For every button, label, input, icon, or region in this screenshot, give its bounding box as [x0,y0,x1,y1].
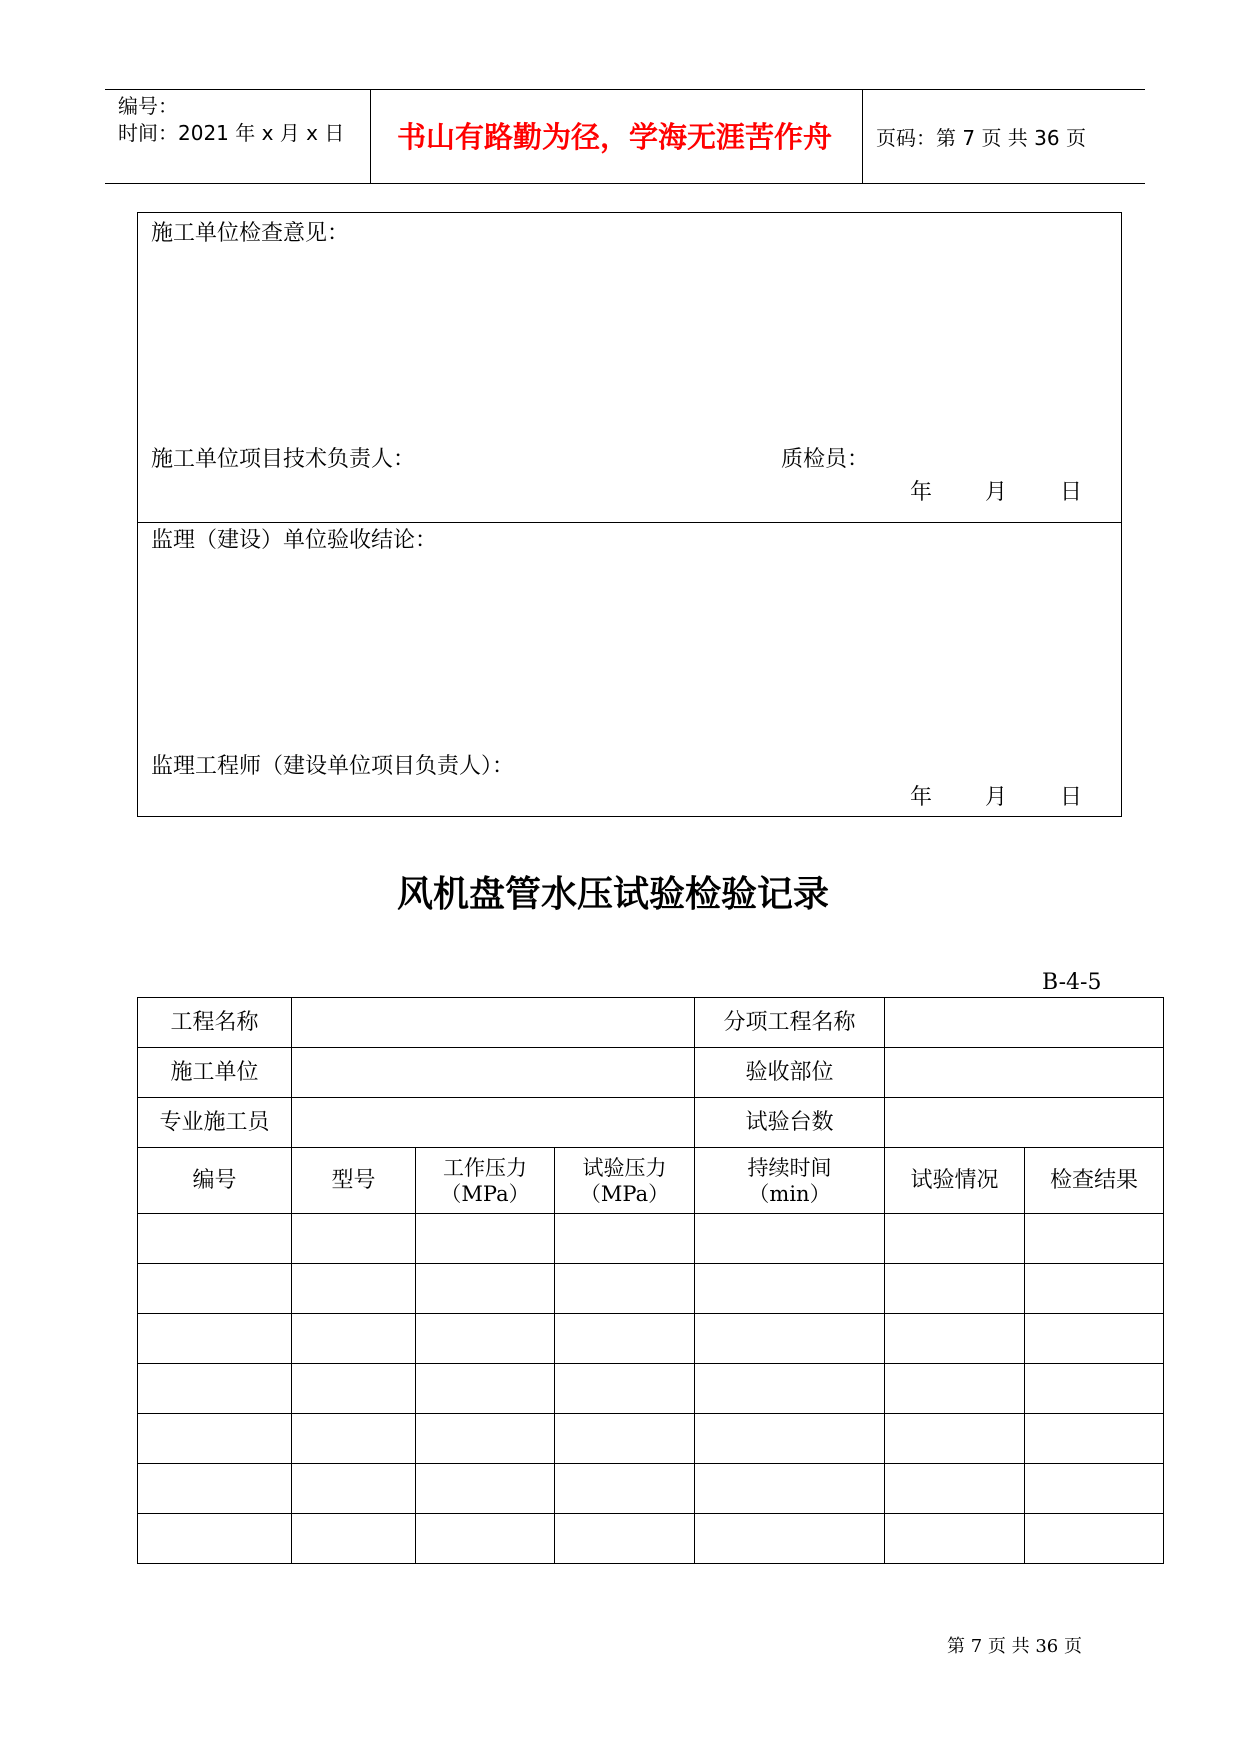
header-page-code: 页码：第 7 页 共 36 页 [876,126,1086,150]
date-day: 日 [1060,480,1083,505]
table-cell[interactable] [138,1314,292,1364]
col-header-text: 工作压力 [443,1155,527,1180]
table-cell[interactable] [292,1264,416,1314]
subproject-name-value[interactable] [885,998,1164,1048]
column-header-row [138,1148,1164,1214]
table-cell[interactable] [885,1464,1025,1514]
table-cell[interactable] [292,1364,416,1414]
table-cell[interactable] [292,1214,416,1264]
table-cell[interactable] [1025,1214,1164,1264]
date-month: 月 [985,785,1008,810]
contractor-value[interactable] [292,1048,695,1098]
test-units-value[interactable] [885,1098,1164,1148]
table-cell[interactable] [1025,1414,1164,1464]
supervisor-conclusion-section [137,522,1122,817]
table-cell[interactable] [555,1464,695,1514]
table-cell[interactable] [416,1214,555,1264]
table-cell[interactable] [885,1414,1025,1464]
table-row [138,1414,1164,1464]
header-divider-right [862,90,863,183]
table-row [138,1214,1164,1264]
page-footer: 第 7 页 共 36 页 [947,1636,1082,1657]
table-cell[interactable] [695,1364,885,1414]
col-header-text: 检查结果 [1049,1167,1138,1193]
table-cell[interactable] [555,1214,695,1264]
table-cell[interactable] [695,1214,885,1264]
col-header [292,1148,416,1214]
project-name-value[interactable] [292,998,695,1048]
table-cell[interactable] [1025,1314,1164,1364]
table-cell[interactable] [555,1264,695,1314]
acceptance-location-value[interactable] [885,1048,1164,1098]
info-row [138,1098,1164,1148]
contractor-label: 施工单位 [138,1048,292,1098]
date-month: 月 [985,480,1008,505]
table-cell[interactable] [885,1214,1025,1264]
table-cell[interactable] [555,1314,695,1364]
table-cell[interactable] [1025,1364,1164,1414]
table-row [138,1464,1164,1514]
table-cell[interactable] [292,1514,416,1564]
table-cell[interactable] [138,1464,292,1514]
table-cell[interactable] [1025,1464,1164,1514]
table-cell[interactable] [138,1214,292,1264]
contractor-opinion-section [137,212,1122,523]
subproject-name-label: 分项工程名称 [695,998,885,1048]
record-table [137,997,1164,1564]
col-header-text: 持续时间 [747,1155,832,1180]
header-top-rule [105,89,1145,90]
col-header-unit: （min） [748,1181,831,1206]
project-name-label: 工程名称 [138,998,292,1048]
form-code: B-4-5 [1042,970,1102,995]
col-header-unit: （MPa） [579,1181,670,1206]
table-cell[interactable] [695,1464,885,1514]
tech-lead-label: 施工单位项目技术负责人： [151,447,416,472]
col-header-text: 型号 [331,1167,376,1193]
col-header [138,1148,292,1214]
col-header [885,1148,1025,1214]
table-row [138,1314,1164,1364]
table-cell[interactable] [1025,1264,1164,1314]
table-cell[interactable] [695,1264,885,1314]
col-header-text: 试验情况 [910,1167,999,1193]
col-header [1025,1148,1164,1214]
supervisor-conclusion-label: 监理（建设）单位验收结论： [151,528,438,553]
table-cell[interactable] [138,1414,292,1464]
table-row [138,1264,1164,1314]
table-cell[interactable] [292,1414,416,1464]
table-cell[interactable] [555,1364,695,1414]
table-cell[interactable] [555,1414,695,1464]
table-row [138,1364,1164,1414]
date-year: 年 [910,785,933,810]
inspector-label: 质检员： [781,447,870,472]
header-time-label: 时间：2021 年 x 月 x 日 [118,121,345,145]
table-cell[interactable] [695,1414,885,1464]
table-cell[interactable] [416,1264,555,1314]
specialist-label: 专业施工员 [138,1098,292,1148]
col-header [555,1148,695,1214]
table-row [138,1514,1164,1564]
table-cell[interactable] [416,1364,555,1414]
info-row [138,1048,1164,1098]
header-bottom-rule [105,183,1145,184]
col-header-unit: （MPa） [440,1181,530,1206]
col-header-text: 编号 [192,1167,237,1193]
date-day: 日 [1060,785,1083,810]
col-header [416,1148,555,1214]
header-number-label: 编号： [118,94,178,118]
table-cell[interactable] [292,1314,416,1364]
table-cell[interactable] [695,1314,885,1364]
acceptance-location-label: 验收部位 [695,1048,885,1098]
header-divider-left [370,90,371,183]
table-cell[interactable] [138,1364,292,1414]
date-year: 年 [910,480,933,505]
contractor-opinion-label: 施工单位检查意见： [151,221,350,246]
table-cell[interactable] [1025,1514,1164,1564]
col-header [695,1148,885,1214]
header-motto: 书山有路勤为径，学海无涯苦作舟 [397,120,833,154]
table-cell[interactable] [555,1514,695,1564]
table-cell[interactable] [416,1464,555,1514]
table-cell[interactable] [695,1514,885,1564]
table-cell[interactable] [885,1314,1025,1364]
table-cell[interactable] [885,1264,1025,1314]
table-cell[interactable] [416,1414,555,1464]
table-cell[interactable] [138,1514,292,1564]
record-title: 风机盘管水压试验检验记录 [397,874,830,915]
table-cell[interactable] [885,1514,1025,1564]
info-row [138,998,1164,1048]
table-cell[interactable] [292,1464,416,1514]
col-header-text: 试验压力 [582,1155,667,1180]
table-cell[interactable] [138,1264,292,1314]
supervisor-engineer-label: 监理工程师（建设单位项目负责人）： [151,754,515,779]
test-units-label: 试验台数 [695,1098,885,1148]
table-cell[interactable] [885,1364,1025,1414]
table-cell[interactable] [416,1314,555,1364]
specialist-value[interactable] [292,1098,695,1148]
table-cell[interactable] [416,1514,555,1564]
